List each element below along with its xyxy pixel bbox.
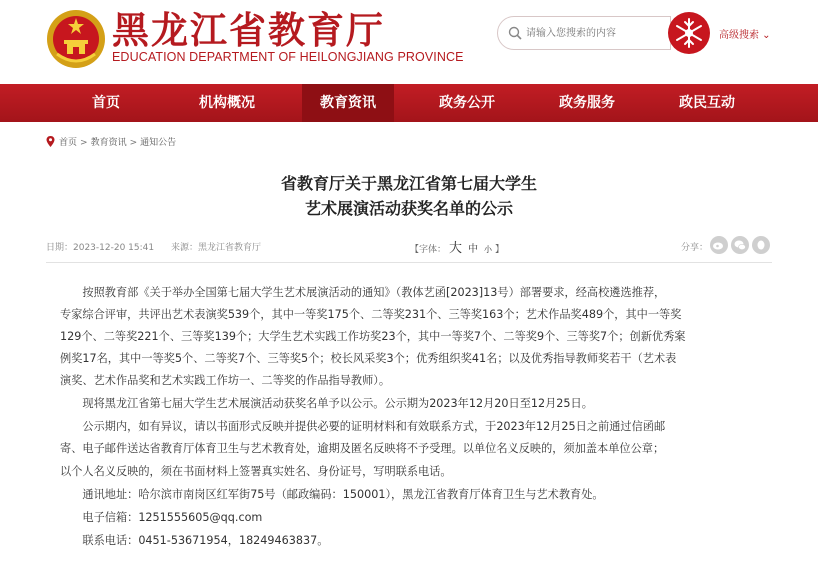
search-icon xyxy=(508,26,522,40)
main-nav xyxy=(0,84,818,122)
search-input[interactable] xyxy=(526,23,666,43)
article-line: 通讯地址：哈尔滨市南岗区红军街75号（邮政编码：150001），黑龙江省教育厅体育卫生与艺术教育处。 xyxy=(60,488,604,501)
article-line: 以个人名义反映的，须在书面材料上签署真实姓名、身份证号，写明联系电话。 xyxy=(60,465,452,478)
nav-item-government-services[interactable]: 政务服务 xyxy=(559,95,615,111)
nav-item-news[interactable]: 教育资讯 xyxy=(302,84,394,122)
breadcrumb-notices[interactable]: 通知公告 xyxy=(140,138,177,148)
meta-divider xyxy=(46,262,772,263)
article-title-line2: 艺术展演活动获奖名单的公示 xyxy=(304,199,513,218)
article-source: 来源：黑龙江省教育厅 xyxy=(171,243,262,253)
site-title: 黑龙江省教育厅 xyxy=(112,8,385,52)
nav-item-home[interactable]: 首页 xyxy=(92,95,120,111)
article-title-line1: 省教育厅关于黑龙江省第七届大学生 xyxy=(280,174,537,193)
font-size-medium[interactable]: 中 xyxy=(468,244,479,255)
article-line: 专家综合评审，共评出艺术表演奖539个，其中一等奖175个、二等奖231个、三等奖163个；艺术作品奖489个，其中一等奖 xyxy=(60,308,682,321)
article-line: 例奖17名，其中一等奖5个、二等奖7个、三等奖5个；校长风采奖3个；优秀组织奖41名；以及优秀指导教师奖若干（艺术表 xyxy=(60,352,677,365)
article-line: 现将黑龙江省第七届大学生艺术展演活动获奖名单予以公示。公示期为2023年12月20日至12月25日。 xyxy=(60,397,593,410)
breadcrumb-separator: > xyxy=(129,138,138,148)
font-size-control xyxy=(410,237,504,256)
nav-item-government-affairs[interactable]: 政务公开 xyxy=(439,95,495,111)
national-emblem-icon xyxy=(45,8,107,70)
font-size-label: 【字体： xyxy=(410,245,447,255)
advanced-search-link[interactable]: 高级搜索 ⌄ xyxy=(719,30,771,41)
article-line: 寄、电子邮件送达省教育厅体育卫生与艺术教育处，逾期及匿名反映将不予受理。以单位名义反映的，须加盖本单位公章； xyxy=(60,442,665,455)
font-size-label-close: 】 xyxy=(495,245,505,255)
breadcrumb-news[interactable]: 教育资讯 xyxy=(90,138,127,148)
article-line: 演奖、艺术作品奖和艺术实践工作坊一、二等奖的作品指导教师）。 xyxy=(60,374,391,387)
nav-item-interaction[interactable]: 政民互动 xyxy=(679,95,735,111)
site-subtitle: EDUCATION DEPARTMENT OF HEILONGJIANG PROVINCE xyxy=(112,50,464,64)
snowflake-icon xyxy=(668,12,710,54)
location-pin-icon xyxy=(46,136,55,147)
breadcrumb-separator: > xyxy=(80,138,88,148)
nav-item-about[interactable]: 机构概况 xyxy=(199,95,255,111)
breadcrumb-home[interactable]: 首页 xyxy=(59,138,78,148)
breadcrumb xyxy=(46,135,176,148)
font-size-small[interactable]: 小 xyxy=(484,245,493,254)
share-wechat-icon[interactable] xyxy=(731,236,749,254)
article-line: 联系电话：0451-53671954，18249463837。 xyxy=(60,534,329,547)
search-button[interactable] xyxy=(668,12,710,54)
article-line: 129个、二等奖221个、三等奖139个；大学生艺术实践工作坊奖23个，其中一等奖7个、二等奖9个、三等奖7个；创新优秀案 xyxy=(60,330,686,343)
font-size-large[interactable]: 大 xyxy=(449,241,463,256)
share-qq-icon[interactable] xyxy=(752,236,770,254)
article-date: 日期：2023-12-20 15:41 xyxy=(46,243,155,253)
search-box xyxy=(497,16,671,50)
site-header xyxy=(0,0,818,84)
share-weibo-icon[interactable] xyxy=(710,236,728,254)
article-line: 电子信箱：1251555605@qq.com xyxy=(60,511,263,524)
article-line: 公示期内，如有异议，请以书面形式反映并提供必要的证明材料和有效联系方式，于2023年12月25日之前通过信函邮 xyxy=(60,420,666,433)
share-label: 分享： xyxy=(681,243,709,253)
article-line: 按照教育部《关于举办全国第七届大学生艺术展演活动的通知》（教体艺函[2023]13号）部署要求，经高校遴选推荐， xyxy=(60,286,666,299)
